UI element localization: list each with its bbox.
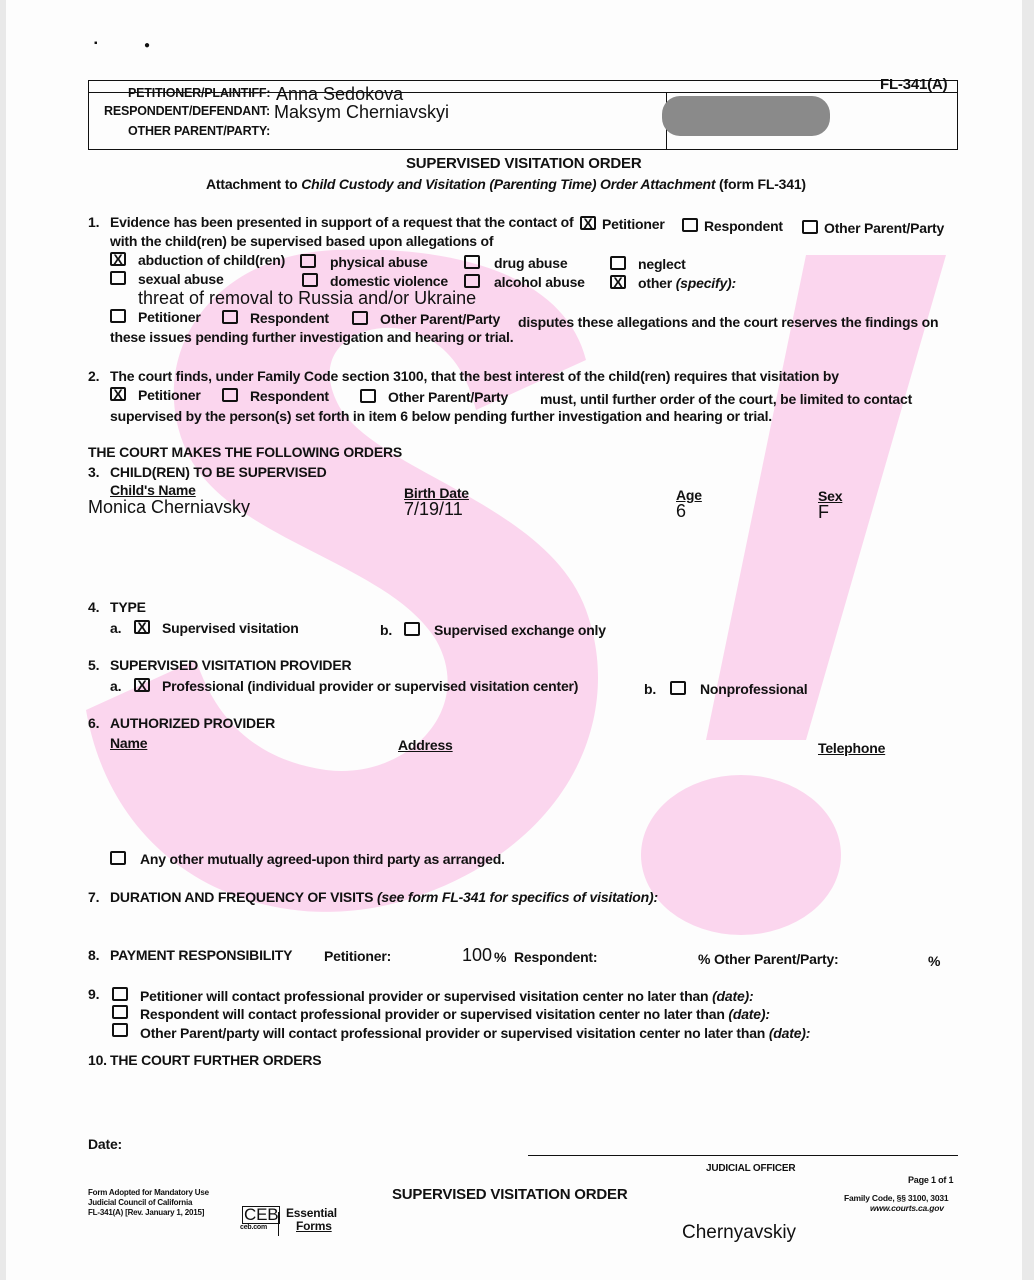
- item5-a-label: a.: [110, 678, 122, 694]
- item7-heading: DURATION AND FREQUENCY OF VISITS (see form FL-341 for specifics of visitation):: [110, 889, 658, 905]
- dispute-text-2: these issues pending further investigation and hearing or trial.: [110, 329, 514, 345]
- footer-left-1: Form Adopted for Mandatory Use: [88, 1188, 209, 1197]
- form-subtitle: Attachment to Child Custody and Visitation (Parenting Time) Order Attachment (form FL-341): [206, 176, 806, 192]
- col-child-name: Child's Name: [110, 482, 196, 498]
- watermark-bang-dot: [641, 775, 841, 935]
- item9-number: 9.: [88, 986, 100, 1002]
- footer-left-3: FL-341(A) [Rev. January 1, 2015]: [88, 1208, 205, 1217]
- col-age: Age: [676, 487, 702, 503]
- item2-text: The court finds, under Family Code section 3100, that the best interest of the child(ren) requires that visitation by: [110, 368, 839, 384]
- respondent-contact-checkbox[interactable]: [112, 1005, 128, 1019]
- dispute-text: disputes these allegations and the court reserves the findings on: [518, 314, 939, 330]
- payment-other-label: % Other Parent/Party:: [698, 951, 839, 967]
- redaction-blot: [662, 96, 830, 136]
- document-page: [6, 0, 1022, 1280]
- item2-respondent-checkbox[interactable]: [222, 388, 238, 402]
- payment-petitioner-label: Petitioner:: [324, 948, 392, 964]
- supervised-visitation-checkbox[interactable]: X: [134, 620, 150, 634]
- scan-speck: ▪: [94, 38, 98, 49]
- item2-respondent-label: Respondent: [250, 388, 329, 404]
- form-title: SUPERVISED VISITATION ORDER: [406, 155, 642, 172]
- child-age-value: 6: [676, 501, 687, 521]
- page-number: Page 1 of 1: [908, 1175, 954, 1185]
- footer-left-2: Judicial Council of California: [88, 1198, 193, 1207]
- footer-title: SUPERVISED VISITATION ORDER: [392, 1186, 628, 1203]
- date-label: Date:: [88, 1136, 123, 1152]
- nonprofessional-label: Nonprofessional: [700, 681, 808, 697]
- item10-number: 10.: [88, 1052, 107, 1068]
- signature-line: [528, 1155, 958, 1156]
- dispute-respondent-label: Respondent: [250, 310, 329, 326]
- scan-speck: ●: [144, 40, 150, 51]
- handwritten-name: Chernyavskiy: [682, 1222, 797, 1243]
- judicial-officer-label: JUDICIAL OFFICER: [706, 1163, 796, 1174]
- col-birth-date: Birth Date: [404, 485, 469, 501]
- form-number: FL-341(A): [880, 76, 948, 93]
- domestic-violence-checkbox[interactable]: [302, 273, 318, 287]
- item3-number: 3.: [88, 464, 100, 480]
- dispute-respondent-checkbox[interactable]: [222, 310, 238, 324]
- dispute-petitioner-checkbox[interactable]: [110, 309, 126, 323]
- other-allegation-value: threat of removal to Russia and/or Ukraine: [138, 288, 477, 308]
- item2-other-checkbox[interactable]: [360, 389, 376, 403]
- item2-petitioner-label: Petitioner: [138, 387, 201, 403]
- ceb-logo: CEB: [244, 1205, 279, 1224]
- petitioner-label: PETITIONER/PLAINTIFF:: [128, 86, 271, 100]
- item5-heading: SUPERVISED VISITATION PROVIDER: [110, 657, 352, 673]
- child-birth-value: 7/19/11: [404, 499, 463, 519]
- any-other-party-label: Any other mutually agreed-upon third party as arranged.: [140, 851, 505, 867]
- item4-number: 4.: [88, 599, 100, 615]
- abduction-checkbox[interactable]: X: [110, 252, 126, 266]
- payment-respondent-label: Respondent:: [514, 949, 598, 965]
- petitioner-value: Anna Sedokova: [276, 84, 404, 104]
- neglect-checkbox[interactable]: [610, 256, 626, 270]
- other-contact-label: Other Parent/party will contact professional provider or supervised visitation center no later than (date):: [140, 1025, 811, 1041]
- item5-number: 5.: [88, 657, 100, 673]
- item6-heading: AUTHORIZED PROVIDER: [110, 715, 275, 731]
- physical-abuse-label: physical abuse: [330, 254, 428, 270]
- alcohol-abuse-checkbox[interactable]: [464, 274, 480, 288]
- alcohol-abuse-label: alcohol abuse: [494, 274, 585, 290]
- petitioner-contact-label: Petitioner will contact professional provider or supervised visitation center no later than (date):: [140, 988, 754, 1004]
- supervised-exchange-label: Supervised exchange only: [434, 622, 606, 638]
- item8-heading: PAYMENT RESPONSIBILITY: [110, 947, 293, 963]
- item2-number: 2.: [88, 368, 100, 384]
- item1-number: 1.: [88, 214, 100, 230]
- item1-text-b: with the child(ren) be supervised based upon allegations of: [110, 233, 494, 249]
- sexual-abuse-label: sexual abuse: [138, 271, 224, 287]
- item5-b-label: b.: [644, 681, 657, 697]
- item1-petitioner-label: Petitioner: [602, 216, 665, 232]
- item2-petitioner-checkbox[interactable]: X: [110, 387, 126, 401]
- item2-other-label: Other Parent/Party: [388, 389, 509, 405]
- nonprofessional-checkbox[interactable]: [670, 681, 686, 695]
- child-sex-value: F: [818, 502, 829, 522]
- item1-respondent-label: Respondent: [704, 218, 783, 234]
- watermark-logo: [6, 0, 1022, 1280]
- respondent-label: RESPONDENT/DEFENDANT:: [104, 104, 270, 118]
- item1-petitioner-checkbox[interactable]: X: [580, 216, 596, 230]
- col-sex: Sex: [818, 488, 843, 504]
- supervised-exchange-checkbox[interactable]: [404, 622, 420, 636]
- physical-abuse-checkbox[interactable]: [300, 254, 316, 268]
- dispute-other-checkbox[interactable]: [352, 311, 368, 325]
- dispute-petitioner-label: Petitioner: [138, 309, 201, 325]
- item2-text-c: supervised by the person(s) set forth in item 6 below pending further investigation and hearing or trial.: [110, 408, 772, 424]
- essential-forms-word: Forms: [296, 1219, 332, 1233]
- ceb-url: ceb.com: [240, 1224, 267, 1231]
- item6-number: 6.: [88, 715, 100, 731]
- footer-url: www.courts.ca.gov: [870, 1203, 944, 1213]
- payment-end-percent: %: [928, 953, 941, 969]
- col-provider-address: Address: [398, 737, 453, 753]
- other-allegation-label: other (specify):: [638, 275, 736, 291]
- item1-text: Evidence has been presented in support of a request that the contact of: [110, 214, 574, 230]
- sexual-abuse-checkbox[interactable]: [110, 271, 126, 285]
- drug-abuse-label: drug abuse: [494, 255, 568, 271]
- drug-abuse-checkbox[interactable]: [464, 255, 480, 269]
- item4-b-label: b.: [380, 622, 393, 638]
- watermark-s-shape: [86, 250, 598, 912]
- payment-petitioner-value: 100: [462, 945, 493, 965]
- respondent-contact-label: Respondent will contact professional provider or supervised visitation center no later than (date):: [140, 1006, 770, 1022]
- other-contact-checkbox[interactable]: [112, 1023, 128, 1037]
- other-parent-label: OTHER PARENT/PARTY:: [128, 124, 271, 138]
- neglect-label: neglect: [638, 256, 686, 272]
- item1-other-label: Other Parent/Party: [824, 220, 945, 236]
- any-other-party-checkbox[interactable]: [110, 851, 126, 865]
- item2-text-b: must, until further order of the court, be limited to contact: [540, 391, 913, 407]
- footer-code: Family Code, §§ 3100, 3031: [844, 1193, 949, 1203]
- col-provider-name: Name: [110, 735, 148, 751]
- professional-provider-checkbox[interactable]: X: [134, 678, 150, 692]
- payment-percent-sign: %: [494, 949, 507, 965]
- respondent-value: Maksym Cherniavskyi: [274, 102, 450, 122]
- item4-a-label: a.: [110, 620, 122, 636]
- professional-provider-label: Professional (individual provider or supervised visitation center): [162, 678, 579, 694]
- item3-heading: CHILD(REN) TO BE SUPERVISED: [110, 464, 327, 480]
- petitioner-contact-checkbox[interactable]: [112, 987, 128, 1001]
- domestic-violence-label: domestic violence: [330, 273, 448, 289]
- abduction-label: abduction of child(ren): [138, 252, 286, 268]
- essential-forms-logo: Essential: [286, 1206, 337, 1220]
- child-name-value: Monica Cherniavsky: [88, 497, 251, 517]
- item8-number: 8.: [88, 947, 100, 963]
- dispute-other-label: Other Parent/Party: [380, 311, 501, 327]
- col-provider-telephone: Telephone: [818, 740, 886, 756]
- supervised-visitation-label: Supervised visitation: [162, 620, 299, 636]
- orders-heading: THE COURT MAKES THE FOLLOWING ORDERS: [88, 444, 403, 460]
- item1-respondent-checkbox[interactable]: [682, 218, 698, 232]
- other-allegation-checkbox[interactable]: X: [610, 275, 626, 289]
- item1-other-checkbox[interactable]: [802, 220, 818, 234]
- item10-heading: THE COURT FURTHER ORDERS: [110, 1052, 322, 1068]
- item7-number: 7.: [88, 889, 100, 905]
- item4-heading: TYPE: [110, 599, 146, 615]
